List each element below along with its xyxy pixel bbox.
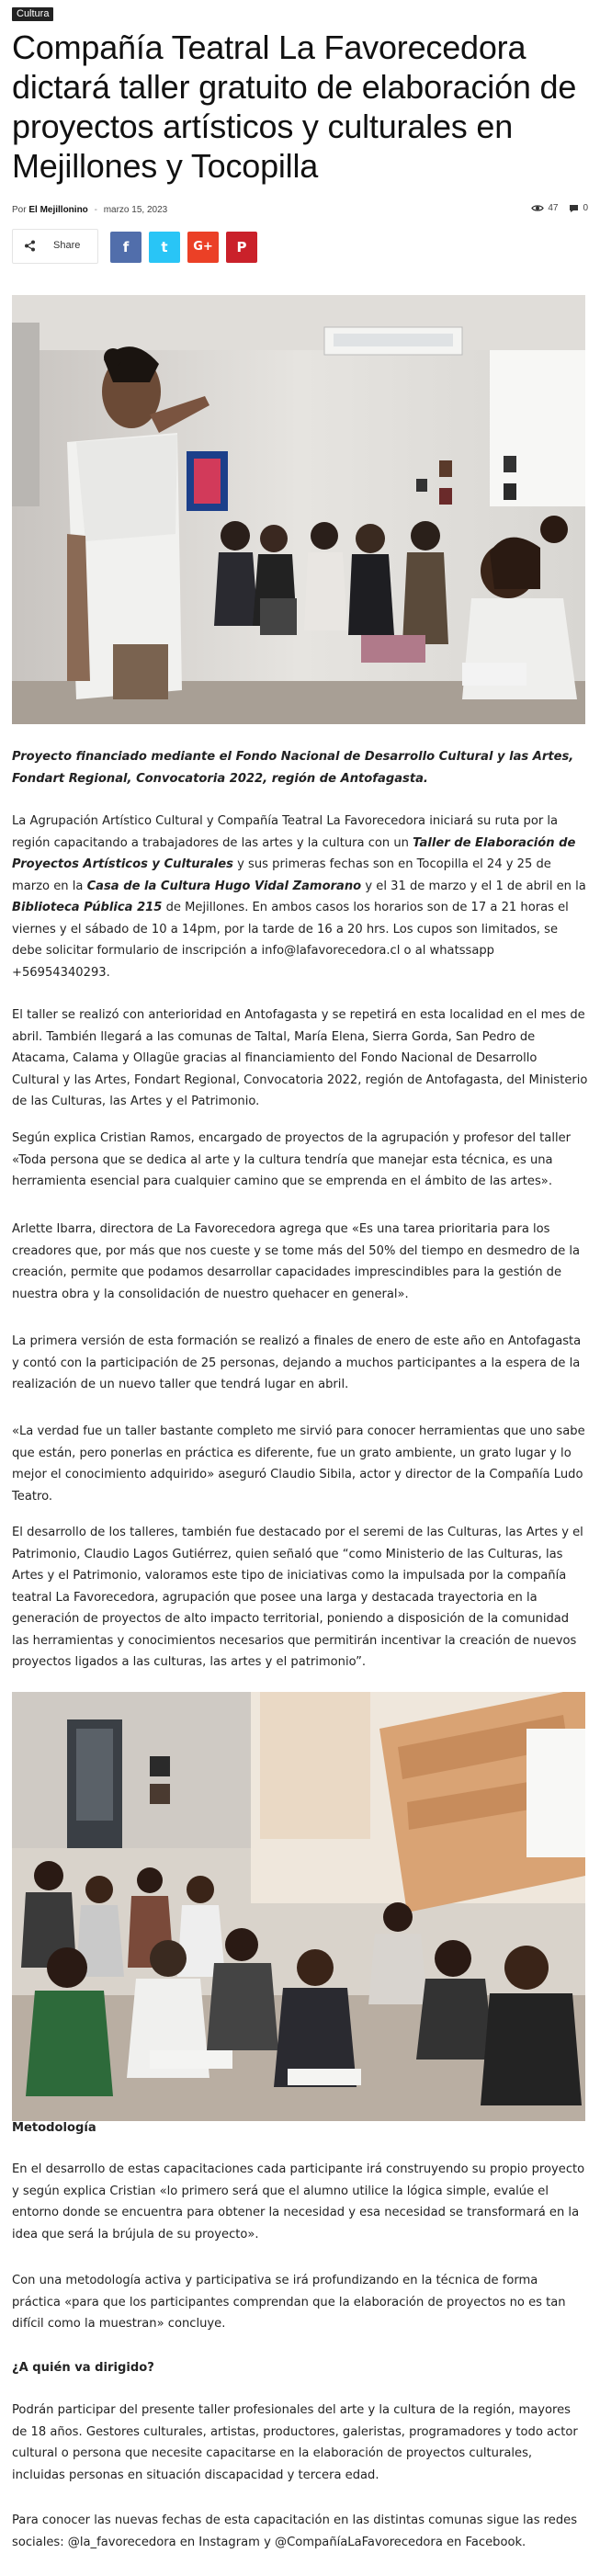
article-photo-participants[interactable] xyxy=(12,1692,585,2121)
meta-separator: - xyxy=(94,205,97,215)
publish-date: marzo 15, 2023 xyxy=(103,205,168,215)
paragraph-3: Según explica Cristian Ramos, encargado de proyectos de la agrupación y profesor del taller «Toda persona que se dedica al arte y la cultura tendría que manejar esta técnica, es una herramienta esencial para cualquier camino que se emprenda en el ámbito de las artes». xyxy=(12,1131,572,1188)
google-plus-icon: G+ xyxy=(193,240,213,254)
share-button[interactable] xyxy=(12,229,98,264)
paragraph-1-text-a: La Agrupación Artístico Cultural y Compañía Teatral La Favorecedora iniciará su ruta por la región capacitando a trabajadores de las artes y la cultura con un xyxy=(12,814,559,850)
paragraph-1-text-g: de Mejillones. En ambos casos los horarios son de 17 a 21 horas el viernes y el sábado de 10 a 14pm, por la tarde de 16 a 20 hrs. Los cupos son limitados, se debe solicitar formulario de inscripción a info@lafavorecedora.cl o al whatssapp +56954340293. xyxy=(12,901,569,980)
by-label: Por xyxy=(12,205,27,215)
paragraph-7: El desarrollo de los talleres, también fue destacado por el seremi de las Culturas, las Artes y el Patrimonio, Claudio Lagos Gutiérrez, quien señaló que “como Ministerio de las Culturas, las Artes y el Patrimonio, valoramos este tipo de iniciativas como la impulsada por la compañía teatral La Favorecedora, agrupación que posee una larga y destacada trayectoria en la generación de proyectos de alto impacto territorial, poniendo a disposición de la comunidad las herramientas y conocimientos necesarios que permitirán incentivar la creación de nuevos proyectos ligados a las culturas, las artes y el patrimonio”. xyxy=(12,1526,583,1669)
section-heading-audience: ¿A quién va dirigido? xyxy=(12,2361,154,2375)
twitter-share-button[interactable] xyxy=(149,232,180,263)
category-tag[interactable]: Cultura xyxy=(12,7,53,21)
comment-icon xyxy=(569,204,579,213)
article-stats xyxy=(531,203,588,213)
pinterest-share-button[interactable] xyxy=(226,232,257,263)
article-title: Compañía Teatral La Favorecedora dictará taller gratuito de elaboración de proyectos artísticos y culturales en Mejillones y Tocopilla xyxy=(12,28,577,185)
paragraph-2: El taller se realizó con anterioridad en Antofagasta y se repetirá en esta localidad en el mes de abril. También llegará a las comunas de Taltal, María Elena, Sierra Gorda, San Pedro de Atacama, Calama y Ollagüe gracias al financiamiento del Fondo Nacional de Desarrollo Cultural y las Artes, Fondart Regional, Convocatoria 2022, región de Antofagasta, del Ministerio de las Culturas, las Artes y el Patrimonio. xyxy=(12,1008,588,1108)
article-lead: Proyecto financiado mediante el Fondo Nacional de Desarrollo Cultural y las Artes, Fondart Regional, Convocatoria 2022, región de Antofagasta. xyxy=(12,750,574,786)
paragraph-8: En el desarrollo de estas capacitaciones cada participante irá construyendo su propio proyecto y según explica Cristian «lo primero será que el alumno utilice la lógica simple, evalúe el entorno donde se encuentra para obtener la necesidad y esa necesidad se transformará en la idea que será la brújula de su proyecto». xyxy=(12,2162,585,2241)
paragraph-11: Para conocer las nuevas fechas de esta capacitación en las distintas comunas sigue las redes sociales: @la_favorecedora en Instagram y @CompañíaLaFavorecedora en Facebook. xyxy=(12,2514,578,2549)
paragraph-4: Arlette Ibarra, directora de La Favorecedora agrega que «Es una tarea prioritaria para los creadores que, por más que nos cueste y se tome más del 50% del tiempo en desmedro de la creación, permite que podamos desarrollar capacidades imprescindibles para la gestión de nuestra obra y la consolidación de nuestro quehacer en general». xyxy=(12,1222,581,1301)
section-heading-methodology: Metodología xyxy=(12,2121,96,2135)
byline xyxy=(12,205,167,215)
paragraph-1-text-c: y sus primeras fechas son en Tocopilla el 24 y 25 de marzo en la xyxy=(12,857,551,893)
author-link[interactable]: El Mejillonino xyxy=(28,205,88,215)
facebook-icon: f xyxy=(122,239,130,255)
article-meta xyxy=(12,203,588,218)
views-value: 47 xyxy=(548,203,559,213)
share-icon xyxy=(24,240,36,252)
paragraph-1 xyxy=(12,811,588,983)
facebook-share-button[interactable] xyxy=(110,232,142,263)
venue-mejillones: Biblioteca Pública 215 xyxy=(12,901,163,914)
comments-value: 0 xyxy=(583,203,588,213)
google-plus-share-button[interactable] xyxy=(187,232,219,263)
venue-tocopilla: Casa de la Cultura Hugo Vidal Zamorano xyxy=(86,879,362,893)
paragraph-10: Podrán participar del presente taller profesionales del arte y la cultura de la región, mayores de 18 años. Gestores culturales, artistas, productores, galeristas, programadores y todo actor cultural o persona que necesite capacitarse en la elaboración de proyectos culturales, incluidas personas en situación discapacidad y tercera edad. xyxy=(12,2403,578,2482)
views-count xyxy=(531,203,558,213)
share-label: Share xyxy=(53,240,81,251)
paragraph-5: La primera versión de esta formación se realizó a finales de enero de este año en Antofagasta y contó con la participación de 25 personas, dejando a muchos participantes a la espera de la realización de un nuevo taller que tendrá lugar en abril. xyxy=(12,1334,582,1391)
article-photo-workshop[interactable] xyxy=(12,295,585,724)
paragraph-9: Con una metodología activa y participativa se irá profundizando en la técnica de forma práctica «para que los participantes comprendan que la elaboración de proyectos no es tan difícil como la muestran» concluye. xyxy=(12,2274,566,2331)
paragraph-6: «La verdad fue un taller bastante completo me sirvió para conocer herramientas que uno sabe que están, pero ponerlas en práctica es diferente, fue un grato ambiente, un grato lugar y lo mejor el conocimiento adquirido» aseguró Claudio Sibila, actor y director de la Compañía Ludo Teatro. xyxy=(12,1424,585,1504)
paragraph-1-text-e: y el 31 de marzo y el 1 de abril en la xyxy=(361,879,586,893)
comments-count[interactable] xyxy=(569,203,588,213)
workshop-name: Taller de Elaboración de Proyectos Artísticos y Culturales xyxy=(12,835,576,871)
twitter-icon: t xyxy=(161,239,168,255)
pinterest-icon: P xyxy=(236,239,247,255)
eye-icon xyxy=(531,204,544,212)
